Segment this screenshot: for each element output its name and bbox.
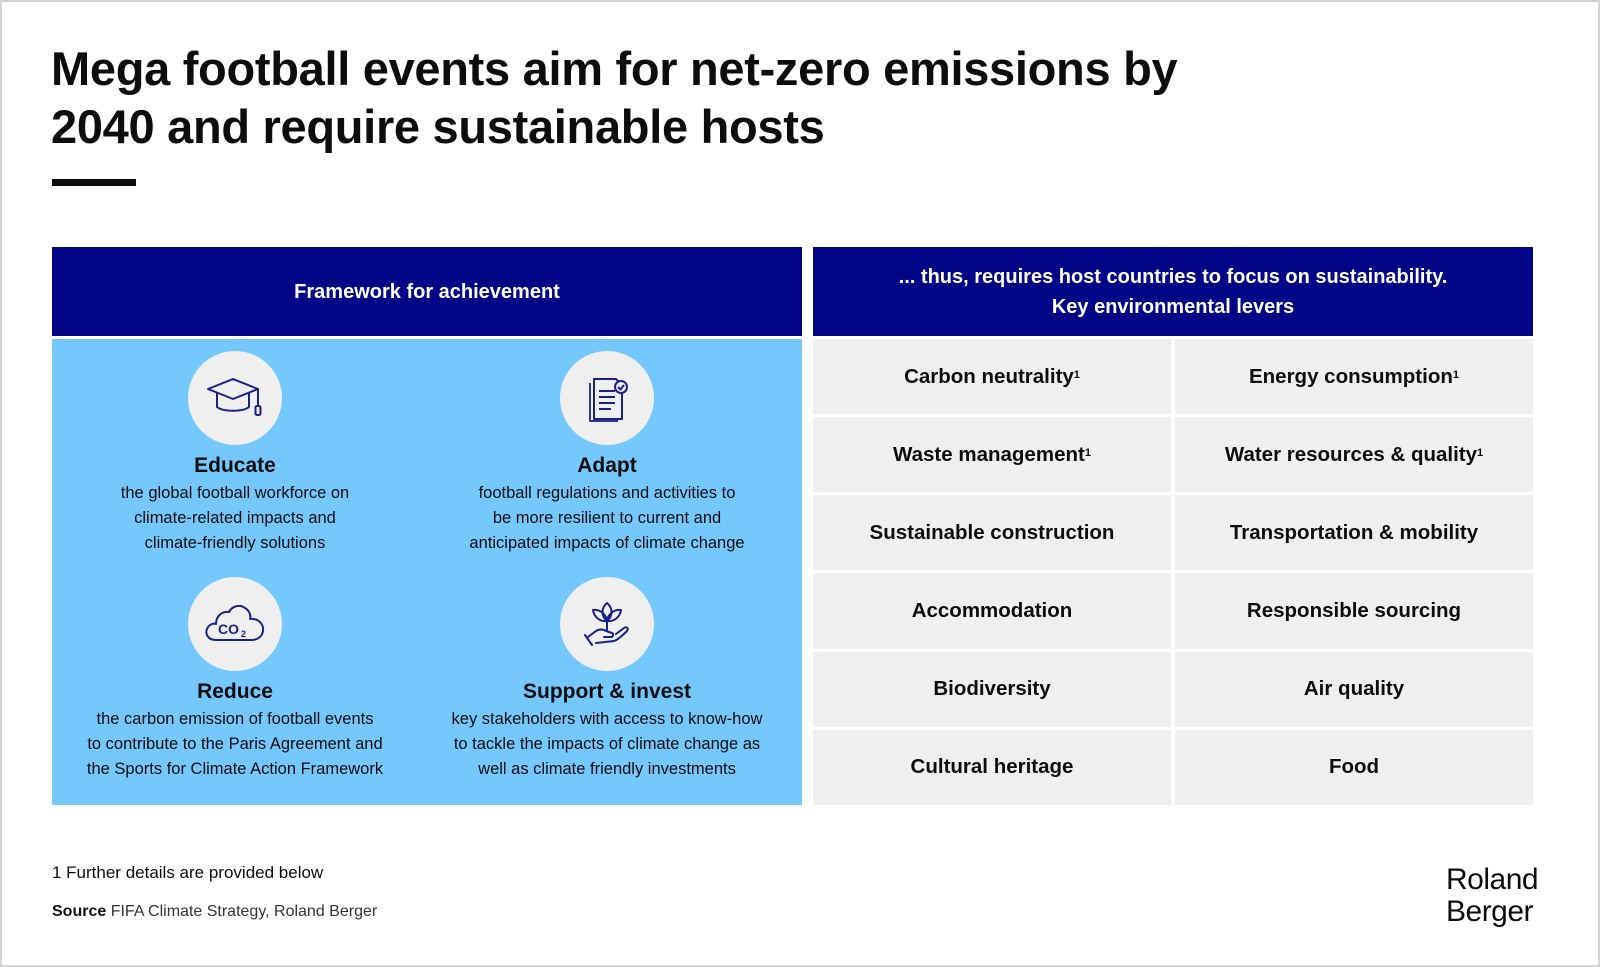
lever-cell: Transportation & mobility bbox=[1175, 495, 1533, 570]
logo-line-2: Berger bbox=[1446, 895, 1534, 928]
title-line-1: Mega football events aim for net-zero emissions by bbox=[51, 42, 1178, 95]
framework-item-title: Support & invest bbox=[522, 680, 691, 703]
lever-cell: Waste management $^1$ bbox=[813, 417, 1171, 492]
levers-grid bbox=[813, 339, 1533, 805]
educate-icon-circle bbox=[188, 351, 282, 445]
svg-text:2: 2 bbox=[241, 629, 247, 639]
lever-cell: Energy consumption $^1$ bbox=[1175, 339, 1533, 414]
framework-item-support-invest bbox=[437, 577, 777, 782]
logo-line-1: Roland bbox=[1446, 863, 1539, 896]
document-check-icon bbox=[584, 373, 630, 423]
footnote: 1 Further details are provided below bbox=[52, 863, 324, 882]
framework-item-title: Reduce bbox=[197, 680, 273, 703]
graduation-cap-icon bbox=[206, 376, 264, 420]
lever-cell: Cultural heritage bbox=[813, 730, 1171, 805]
framework-item-text: football regulations and activities to be more resilient to current and anticipated impacts of climate change bbox=[469, 484, 745, 552]
framework-item-title: Adapt bbox=[577, 454, 637, 477]
framework-item-text: key stakeholders with access to know-how to tackle the impacts of climate change as well as climate friendly investments bbox=[451, 710, 763, 778]
framework-header-label: Framework for achievement bbox=[294, 280, 560, 303]
footnote-marker: 1 bbox=[1452, 368, 1459, 381]
title-line-2: 2040 and require sustainable hosts bbox=[51, 100, 825, 153]
source-label: Source bbox=[52, 903, 107, 920]
levers-header bbox=[813, 247, 1533, 336]
support-icon-circle bbox=[560, 577, 654, 671]
lever-cell: Sustainable construction bbox=[813, 495, 1171, 570]
lever-cell: Accommodation bbox=[813, 573, 1171, 648]
framework-item-text: the carbon emission of football events to contribute to the Paris Agreement and the Sports for Climate Action Framework bbox=[86, 710, 384, 778]
levers-header-line-2: Key environmental levers bbox=[1051, 295, 1295, 318]
lever-cell: Food bbox=[1175, 730, 1533, 805]
levers-header-line-1: ... thus, requires host countries to focus on sustainability. bbox=[898, 265, 1448, 288]
co2-cloud-icon bbox=[202, 602, 268, 646]
reduce-icon-circle bbox=[188, 577, 282, 671]
roland-berger-logo bbox=[1446, 864, 1538, 928]
framework-panel bbox=[52, 339, 802, 805]
lever-cell: Responsible sourcing bbox=[1175, 573, 1533, 648]
lever-cell: Biodiversity bbox=[813, 652, 1171, 727]
lever-cell: Carbon neutrality $^1$ bbox=[813, 339, 1171, 414]
framework-item-text: the global football workforce on climate-related impacts and climate-friendly solutions bbox=[120, 484, 350, 552]
footnote-marker: 1 bbox=[1084, 446, 1091, 459]
framework-item-reduce bbox=[65, 577, 405, 782]
lever-cell: Air quality bbox=[1175, 652, 1533, 727]
svg-text:CO: CO bbox=[218, 621, 239, 637]
lever-cell: Water resources & quality $^1$ bbox=[1175, 417, 1533, 492]
source-line bbox=[52, 903, 377, 921]
framework-item-educate bbox=[65, 351, 405, 556]
framework-item-adapt bbox=[437, 351, 777, 556]
framework-header bbox=[52, 247, 802, 336]
adapt-icon-circle bbox=[560, 351, 654, 445]
title-underline bbox=[52, 179, 136, 186]
hand-plant-icon bbox=[580, 597, 634, 651]
footnote-marker: 1 bbox=[1073, 368, 1080, 381]
framework-item-title: Educate bbox=[194, 454, 276, 477]
source-text: FIFA Climate Strategy, Roland Berger bbox=[110, 903, 378, 920]
page-title bbox=[51, 40, 1351, 156]
footnote-marker: 1 bbox=[1477, 446, 1484, 459]
